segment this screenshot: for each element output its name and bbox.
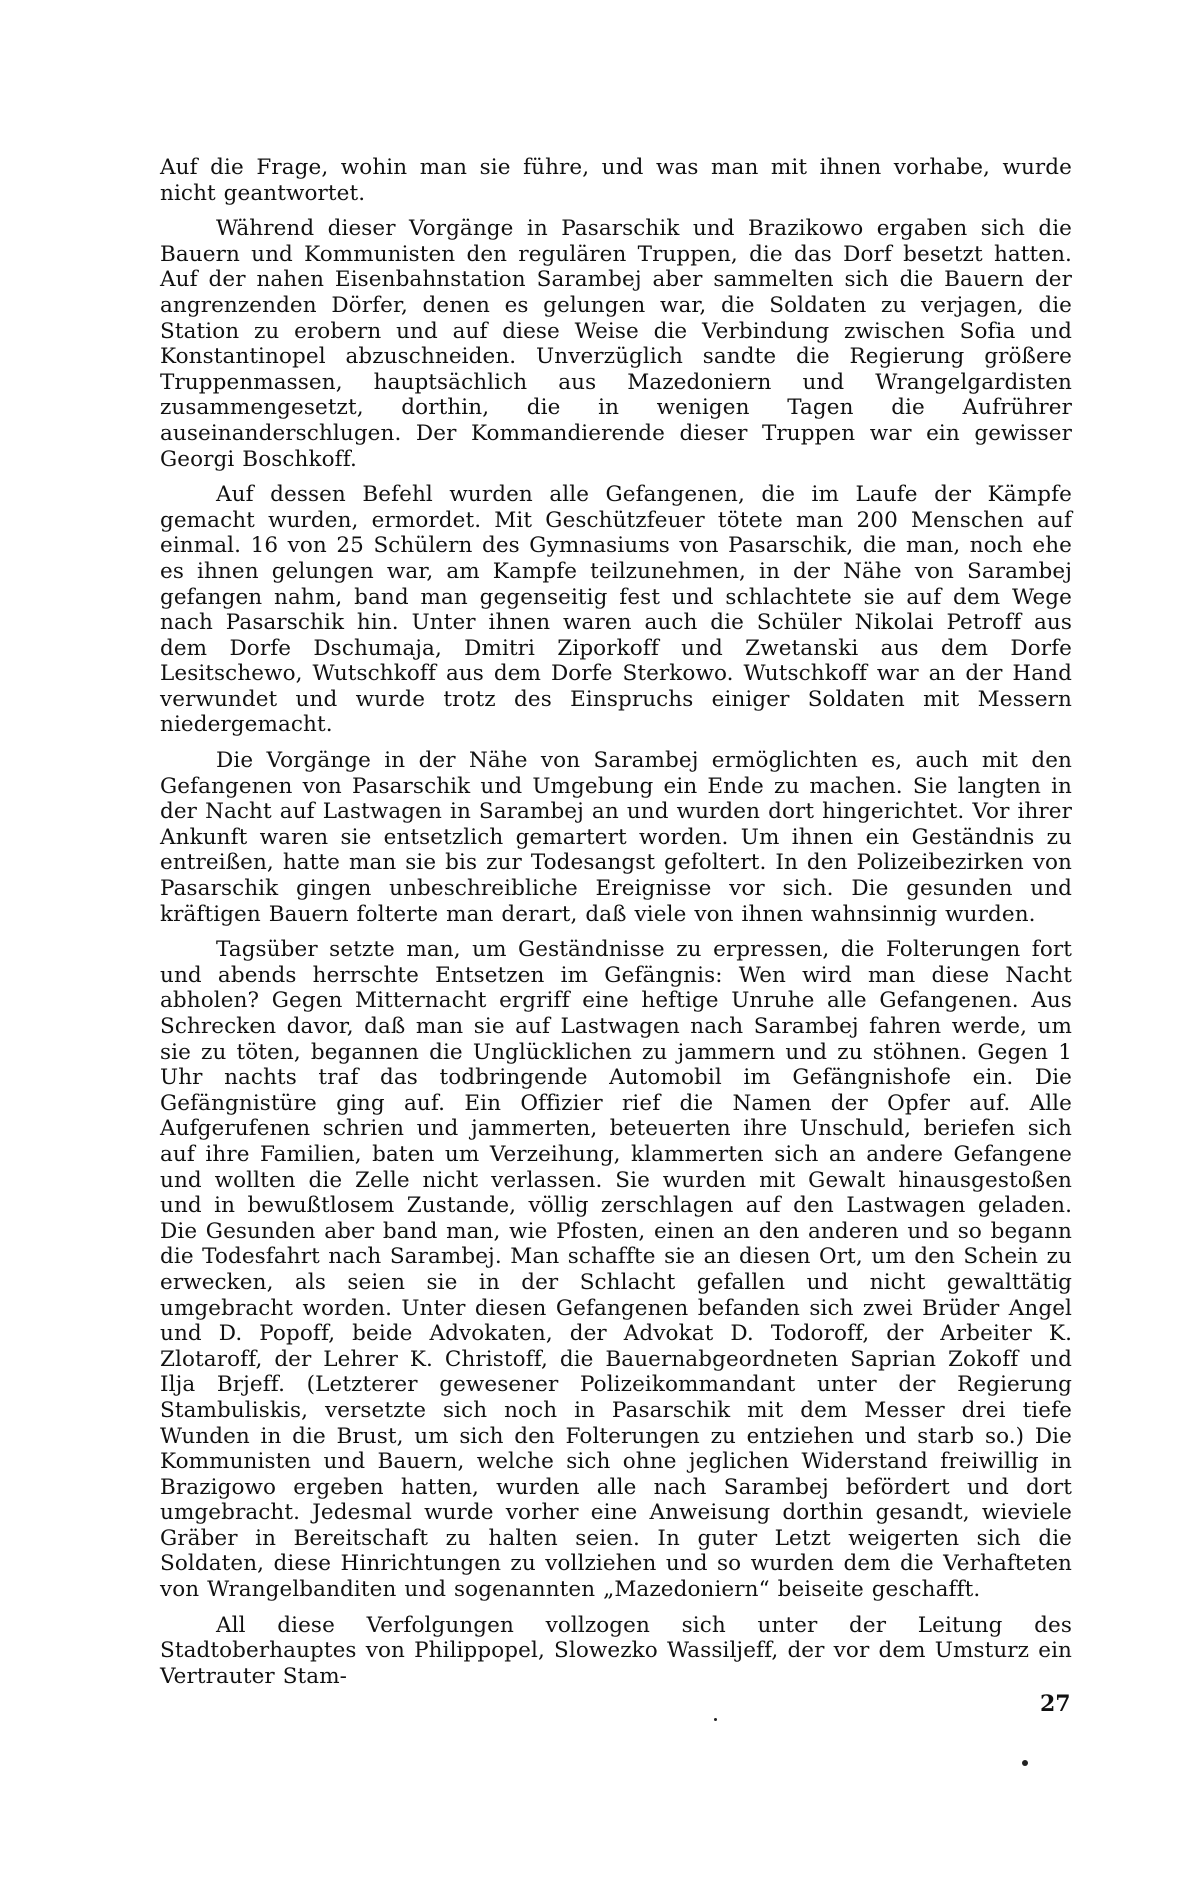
paragraph-4: Die Vorgänge in der Nähe von Sarambej ermöglichten es, auch mit den Gefangenen von Pasarschik und Umgebung ein Ende zu machen. Sie langten in der Nacht auf Lastwagen in Sarambej an und wurden dort hingerichtet. Vor ihrer Ankunft waren sie entsetzlich gemartert worden. Um ihnen ein Geständnis zu entreißen, hatte man sie bis zur Todesangst gefoltert. In den Polizeibezirken von Pasarschik gingen unbeschreibliche Ereignisse vor sich. Die gesunden und kräftigen Bauern folterte man derart, daß viele von ihnen wahnsinnig wurden. — [160, 748, 1072, 927]
paragraph-1: Auf die Frage, wohin man sie führe, und was man mit ihnen vorhabe, wurde nicht geantwortet. — [160, 155, 1072, 206]
paragraph-5: Tagsüber setzte man, um Geständnisse zu erpressen, die Folterungen fort und abends herrschte Entsetzen im Gefängnis: Wen wird man diese Nacht abholen? Gegen Mitternacht ergriff eine heftige Unruhe alle Gefangenen. Aus Schrecken davor, daß man sie auf Lastwagen nach Sarambej fahren werde, um sie zu töten, begannen die Unglücklichen zu jammern und zu stöhnen. Gegen 1 Uhr nachts traf das todbringende Automobil im Gefängnishofe ein. Die Gefängnistüre ging auf. Ein Offizier rief die Namen der Opfer auf. Alle Aufgerufenen schrien und jammerten, beteuerten ihre Unschuld, beriefen sich auf ihre Familien, baten um Verzeihung, klammerten sich an andere Gefangene und wollten die Zelle nicht verlassen. Sie wurden mit Gewalt hinausgestoßen und in bewußtlosem Zustande, völlig zerschlagen auf den Lastwagen geladen. Die Gesunden aber band man, wie Pfosten, einen an den anderen und so begann die Todesfahrt nach Sarambej. Man schaffte sie an diesen Ort, um den Schein zu erwecken, als seien sie in der Schlacht gefallen und nicht gewalttätig umgebracht worden. Unter diesen Gefangenen befanden sich zwei Brüder Angel und D. Popoff, beide Advokaten, der Advokat D. Todoroff, der Arbeiter K. Zlotaroff, der Lehrer K. Christoff, die Bauernabgeordneten Saprian Zokoff und Ilja Brjeff. (Letzterer gewesener Polizeikommandant unter der Regierung Stambuliskis, versetzte sich noch in Pasarschik mit dem Messer drei tiefe Wunden in die Brust, um sich den Folterungen zu entziehen und starb so.) Die Kommunisten und Bauern, welche sich ohne jeglichen Widerstand freiwillig in Brazigowo ergeben hatten, wurden alle nach Sarambej befördert und dort umgebracht. Jedesmal wurde vorher eine Anweisung dorthin gesandt, wieviele Gräber in Bereitschaft zu halten seien. In guter Letzt weigerten sich die Soldaten, diese Hinrichtungen zu vollziehen und so wurden dem die Verhafteten von Wrangelbanditen und sogenannten „Mazedoniern“ beiseite geschafft. — [160, 937, 1072, 1603]
page-number: 27 — [1040, 1691, 1071, 1717]
paragraph-2: Während dieser Vorgänge in Pasarschik und Brazikowo ergaben sich die Bauern und Kommunisten den regulären Truppen, die das Dorf besetzt hatten. Auf der nahen Eisenbahnstation Sarambej aber sammelten sich die Bauern der angrenzenden Dörfer, denen es gelungen war, die Soldaten zu verjagen, die Station zu erobern und auf diese Weise die Verbindung zwischen Sofia und Konstantinopel abzuschneiden. Unverzüglich sandte die Regierung größere Truppenmassen, hauptsächlich aus Mazedoniern und Wrangelgardisten zusammengesetzt, dorthin, die in wenigen Tagen die Aufrührer auseinanderschlugen. Der Kommandierende dieser Truppen war ein gewisser Georgi Boschkoff. — [160, 216, 1072, 472]
paragraph-3: Auf dessen Befehl wurden alle Gefangenen, die im Laufe der Kämpfe gemacht wurden, ermordet. Mit Geschützfeuer tötete man 200 Menschen auf einmal. 16 von 25 Schülern des Gymnasiums von Pasarschik, die man, noch ehe es ihnen gelungen war, am Kampfe teilzunehmen, in der Nähe von Sarambej gefangen nahm, band man gegenseitig fest und schlachtete sie auf dem Wege nach Pasarschik hin. Unter ihnen waren auch die Schüler Nikolai Petroff aus dem Dorfe Dschumaja, Dmitri Ziporkoff und Zwetanski aus dem Dorfe Lesitschewo, Wutschkoff aus dem Dorfe Sterkowo. Wutschkoff war an der Hand verwundet und wurde trotz des Einspruchs einiger Soldaten mit Messern niedergemacht. — [160, 482, 1072, 738]
print-speck — [714, 1718, 717, 1721]
body-text — [160, 155, 1072, 1699]
print-speck — [1022, 1760, 1028, 1766]
paragraph-6: All diese Verfolgungen vollzogen sich unter der Leitung des Stadtoberhauptes von Philippopel, Slowezko Wassiljeff, der vor dem Umsturz ein Vertrauter Stam- — [160, 1612, 1072, 1689]
